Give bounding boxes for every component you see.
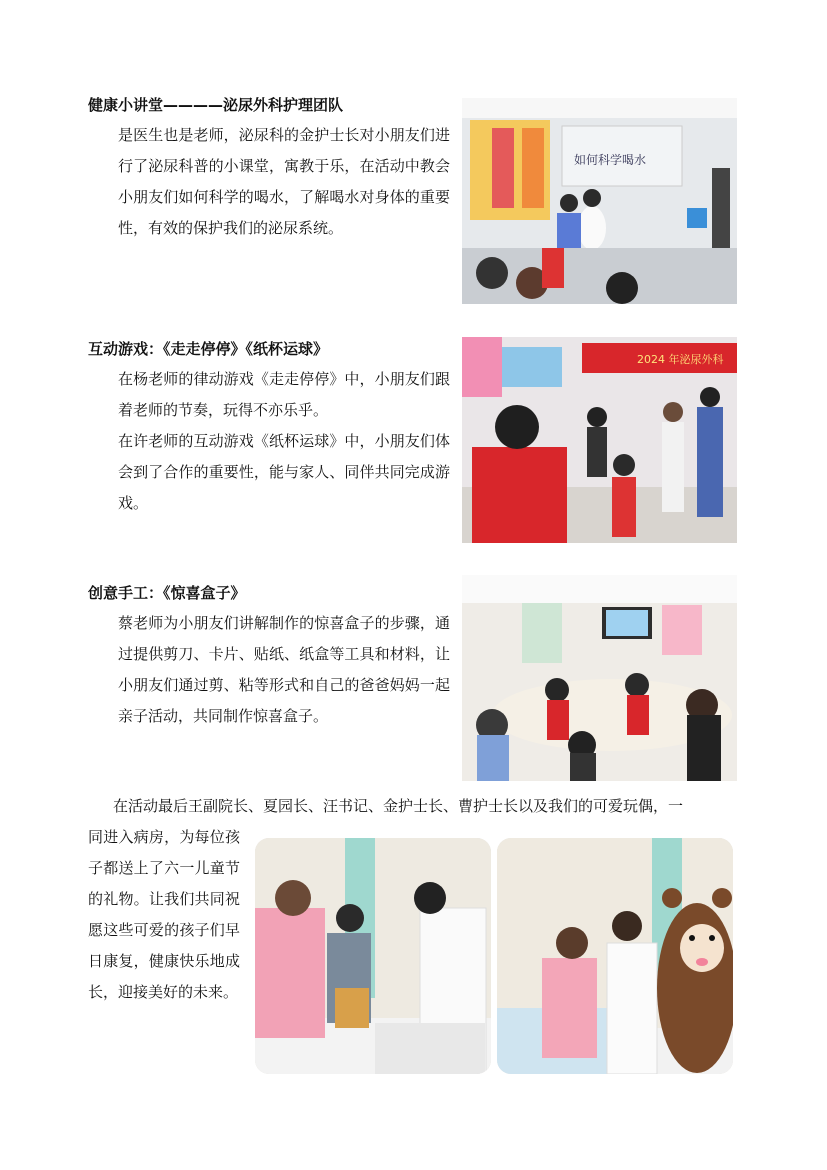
section-2-title: 互动游戏：《走走停停》《纸杯运球》 [88, 340, 329, 358]
ward-photo-1 [255, 838, 491, 1074]
section-2-text [88, 364, 450, 519]
section-3-text [88, 608, 450, 732]
closing-rest: 同进入病房，为每位孩子都送上了六一儿童节的礼物。让我们共同祝愿这些可爱的孩子们早日康复，健康快乐地成长，迎接美好的未来。 [88, 828, 240, 1001]
section-3-photo [462, 575, 737, 781]
section-3-paragraph: 蔡老师为小朋友们讲解制作的惊喜盒子的步骤，通过提供剪刀、卡片、贴纸、纸盒等工具和材料，让小朋友们通过剪、粘等形式和自己的爸爸妈妈一起亲子活动，共同制作惊喜盒子。 [118, 614, 450, 725]
section-1-paragraph: 是医生也是老师，泌尿科的金护士长对小朋友们进行了泌尿科普的小课堂，寓教于乐，在活动中教会小朋友们如何科学的喝水，了解喝水对身体的重要性，有效的保护我们的泌尿系统。 [118, 126, 450, 237]
section-3-title: 创意手工：《惊喜盒子》 [88, 584, 246, 602]
closing-first-line: 在活动最后王副院长、夏园长、汪书记、金护士长、曹护士长以及我们的可爱玩偶，一 [113, 797, 684, 815]
section-2-photo [462, 337, 737, 543]
section-1-photo [462, 98, 737, 304]
section-1-title: 健康小讲堂————泌尿外科护理团队 [88, 96, 344, 114]
section-2-paragraph-2: 在许老师的互动游戏《纸杯运球》中，小朋友们体会到了合作的重要性，能与家人、同伴共同完成游戏。 [118, 432, 450, 512]
section-1-text [88, 120, 450, 244]
section-2-paragraph-1: 在杨老师的律动游戏《走走停停》中，小朋友们跟着老师的节奏，玩得不亦乐乎。 [118, 370, 450, 419]
ward-photo-2 [497, 838, 733, 1074]
screen-text: 如何科学喝水 [574, 153, 647, 167]
banner-text: 2024 年泌尿外科 [637, 353, 724, 366]
